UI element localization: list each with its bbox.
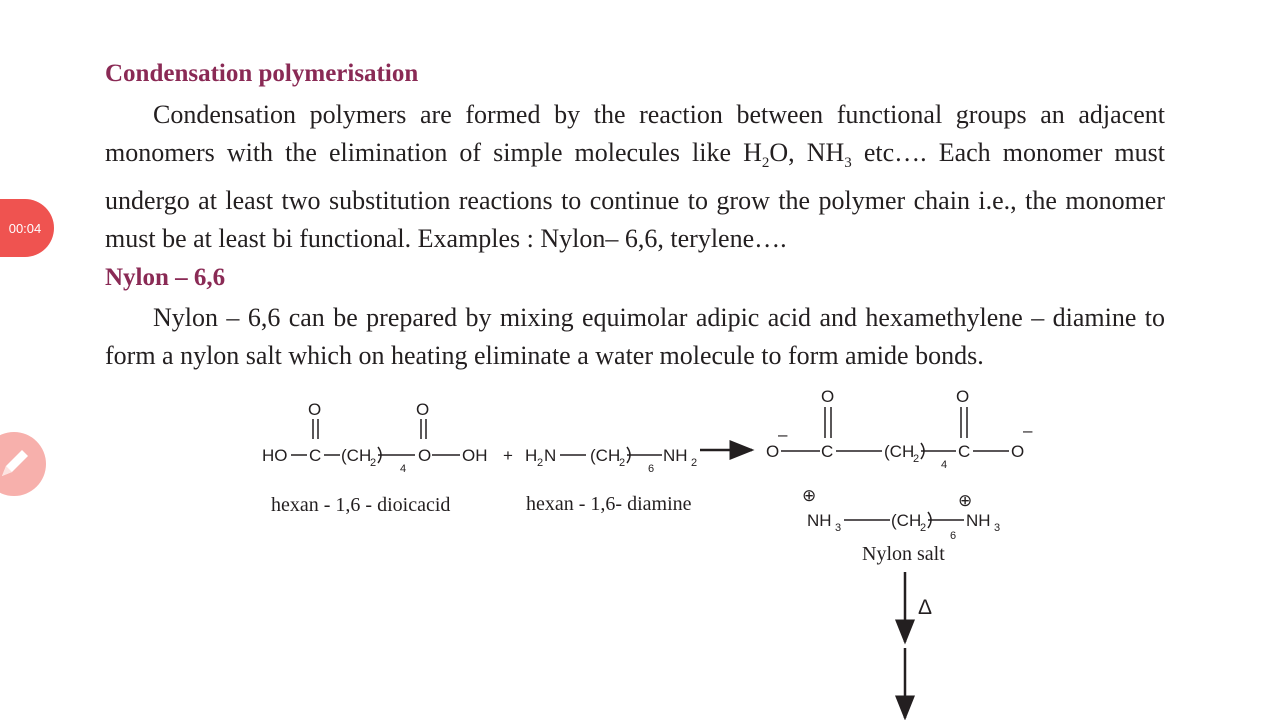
svg-text:–: – <box>778 425 788 444</box>
heat-symbol: Δ <box>918 596 933 619</box>
svg-text:H: H <box>525 446 538 465</box>
nylon-salt-anion <box>766 387 1033 471</box>
svg-text:2: 2 <box>370 457 377 469</box>
acid-name-label: hexan - 1,6 - dioicacid <box>271 494 451 516</box>
svg-text:O: O <box>416 400 430 419</box>
svg-text:3: 3 <box>835 522 842 534</box>
nylon-salt-cation <box>802 486 1000 542</box>
adipic-acid-structure <box>262 400 488 475</box>
svg-text:6: 6 <box>648 463 655 475</box>
svg-text:C: C <box>821 442 834 461</box>
svg-text:NH: NH <box>807 511 832 530</box>
svg-text:C: C <box>309 446 322 465</box>
svg-text:2: 2 <box>619 457 626 469</box>
svg-text:C: C <box>958 442 971 461</box>
svg-text:6: 6 <box>950 530 957 542</box>
paragraph-condensation: Condensation polymers are formed by the reaction between functional groups an adjacent monomers with the elimination of simple molecules like $H_2O$, $NH_3$ etc…. Each monomer must undergo at least two substitution reactions to continue to grow the polymer chain i.e., the monomer must be at least bi functional. Examples : Nylon– 6,6, terylene…. <box>105 100 1165 253</box>
section-heading-condensation: Condensation polymerisation <box>105 60 419 87</box>
svg-text:O: O <box>821 387 835 406</box>
svg-text:3: 3 <box>994 522 1001 534</box>
timer-text: 00:04 <box>8 220 42 236</box>
svg-text:2: 2 <box>920 522 927 534</box>
svg-text:2: 2 <box>691 457 698 469</box>
svg-text:O: O <box>308 400 322 419</box>
svg-text:N: N <box>544 446 557 465</box>
svg-text:⊕: ⊕ <box>958 491 973 510</box>
svg-text:(CH: (CH <box>891 511 922 530</box>
svg-text:4: 4 <box>941 459 948 471</box>
plus-sign: + <box>503 446 513 465</box>
diamine-name-label: hexan - 1,6- diamine <box>526 493 692 515</box>
svg-text:2: 2 <box>537 457 544 469</box>
svg-text:(CH: (CH <box>341 446 372 465</box>
svg-text:–: – <box>1023 421 1033 440</box>
paragraph-nylon: Nylon – 6,6 can be prepared by mixing equimolar adipic acid and hexamethylene – diamine to form a nylon salt which on heating eliminate a water molecule to form amide bonds. <box>105 303 1165 370</box>
svg-text:(CH: (CH <box>590 446 621 465</box>
svg-text:O: O <box>1011 442 1025 461</box>
nylon-salt-label: Nylon salt <box>862 543 945 565</box>
diamine-structure <box>525 446 697 475</box>
svg-text:OH: OH <box>462 446 488 465</box>
svg-text:HO: HO <box>262 446 288 465</box>
svg-text:4: 4 <box>400 463 407 475</box>
svg-text:O: O <box>418 446 432 465</box>
svg-text:O: O <box>766 442 780 461</box>
svg-text:O: O <box>956 387 970 406</box>
svg-text:NH: NH <box>966 511 991 530</box>
svg-text:(CH: (CH <box>884 442 915 461</box>
svg-text:2: 2 <box>913 453 920 465</box>
svg-text:NH: NH <box>663 446 688 465</box>
section-heading-nylon: Nylon – 6,6 <box>105 264 226 291</box>
svg-text:⊕: ⊕ <box>802 486 817 505</box>
